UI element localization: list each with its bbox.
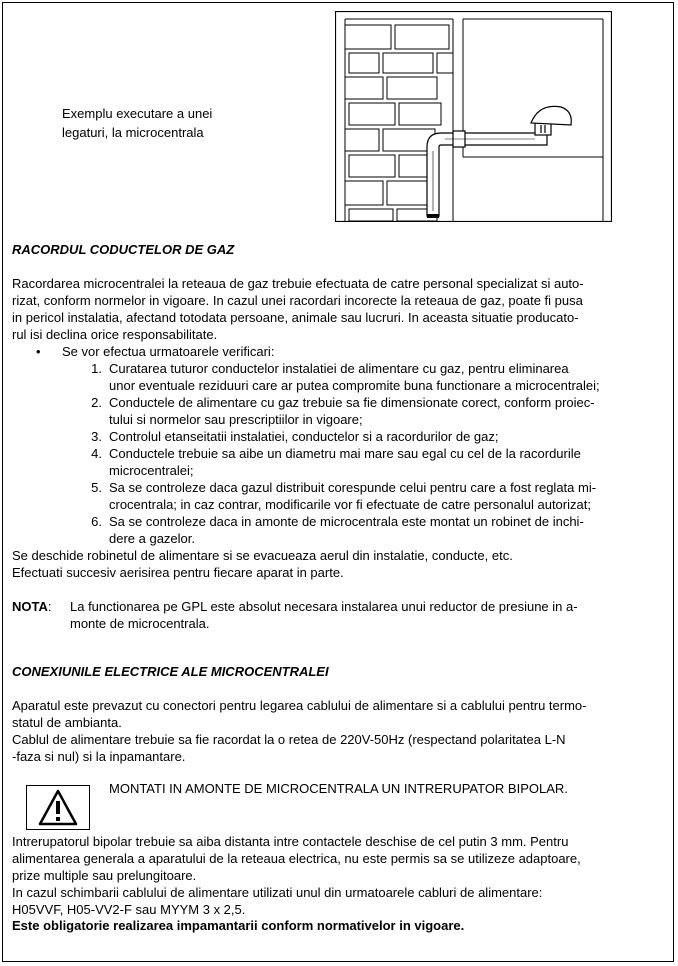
- item-line: unor eventuale reziduuri care ar putea compromite buna functionare a microcentralei;: [109, 378, 600, 393]
- nota-line-1: La functionarea pe GPL este absolut necesara instalarea unui reductor de presiune in a-: [70, 599, 578, 614]
- item-number: 4.: [91, 446, 102, 461]
- warning-title-text: MONTATI IN AMONTE DE MICROCENTRALA UN INTRERUPATOR BIPOLAR: [109, 781, 565, 796]
- bullet-dot: •: [36, 344, 41, 359]
- item-number: 6.: [91, 514, 102, 529]
- item-number: 1.: [91, 361, 102, 376]
- electric-para2-line-5: H05VVF, H05-VV2-F sau MYYM 3 x 2,5.: [12, 902, 246, 917]
- item-line: Sa se controleze daca gazul distribuit corespunde celui pentru care a fost reglata mi-: [109, 480, 597, 495]
- gas-para-line-4: rul isi declina orice responsabilitate.: [12, 327, 218, 342]
- item-line: Sa se controleze daca in amonte de microcentrala este montat un robinet de inchi-: [109, 514, 584, 529]
- electric-para2-line-1: Intrerupatorul bipolar trebuie sa aiba distanta intre contactele deschise de cel putin 3 mm. Pentru: [12, 834, 569, 849]
- electric-para2-line-2: alimentarea generala a aparatului de la reteaua electrica, nu este permis sa se utilizeze adaptoare,: [12, 851, 581, 866]
- item-number: 2.: [91, 395, 102, 410]
- item-number: 3.: [91, 429, 102, 444]
- nota-label-line: [12, 598, 52, 615]
- electric-para-line-1: Aparatul este prevazut cu conectori pentru legarea cablului de alimentare si a cablului pentru termo-: [12, 698, 587, 713]
- nota-label: NOTA: [12, 599, 48, 614]
- caption-line-2: legaturi, la microcentrala: [62, 125, 204, 140]
- item-line: tului si normelor sau prescriptiilor in vigoare;: [109, 412, 363, 427]
- bullet-text: Se vor efectua urmatoarele verificari:: [62, 344, 275, 359]
- caption-line-1: Exemplu executare a unei: [62, 106, 213, 121]
- electric-para-line-3: Cablul de alimentare trebuie sa fie racordat la o retea de 220V-50Hz (respectand polaritatea L-N: [12, 732, 566, 747]
- warning-title-dot: .: [564, 781, 568, 796]
- warning-box: [26, 785, 90, 830]
- item-line: dere a gazelor.: [109, 531, 196, 546]
- final-statement: Este obligatorie realizarea impamantarii conform normativelor in vigoare.: [12, 918, 465, 933]
- item-line: Controlul etanseitatii instalatiei, conductelor si a racordurilor de gaz;: [109, 429, 499, 444]
- item-line: microcentralei;: [109, 463, 194, 478]
- item-number: 5.: [91, 480, 102, 495]
- warning-title: [109, 780, 568, 797]
- electric-para-line-4: -faza si nul) si la inpamantare.: [12, 749, 186, 764]
- nota-line-2: monte de microcentrala.: [70, 616, 210, 631]
- gas-connection-illustration: [335, 11, 612, 222]
- figure-caption: [62, 104, 262, 142]
- item-line: Conductele trebuie sa aibe un diametru mai mare sau egal cu cel de la racordurile: [109, 446, 581, 461]
- item-line: Conductele de alimentare cu gaz trebuie sa fie dimensionate corect, conform proiec-: [109, 395, 595, 410]
- gas-para-line-1: Racordarea microcentralei la reteaua de gaz trebuie efectuata de catre personal specializat si auto-: [12, 276, 584, 291]
- after-line-1: Se deschide robinetul de alimentare si se evacueaza aerul din instalatie, conducte, etc.: [12, 548, 513, 563]
- electric-para-line-2: statul de ambianta.: [12, 715, 122, 730]
- warning-triangle-icon: [27, 786, 89, 829]
- after-line-2: Efectuati succesiv aerisirea pentru fiecare aparat in parte.: [12, 565, 344, 580]
- gas-heading: RACORDUL CODUCTELOR DE GAZ: [12, 242, 235, 257]
- nota-colon: :: [47, 599, 52, 614]
- gas-para-line-2: rizat, conform normelor in vigoare. In cazul unei racordari incorecte la reteaua de gaz, poate fi pusa: [12, 293, 583, 308]
- electric-para2-line-3: prize multiple sau prelungitoare.: [12, 868, 197, 883]
- gas-para-line-3: in pericol instalatia, afectand totodata persoane, animale sau lucruri. In aceasta situatie producato-: [12, 310, 579, 325]
- item-line: Curatarea tuturor conductelor instalatiei de alimentare cu gaz, pentru eliminarea: [109, 361, 569, 376]
- item-line: crocentrala; in caz contrar, modificarile vor fi efectuate de catre personalul autorizat;: [109, 497, 591, 512]
- electric-heading: CONEXIUNILE ELECTRICE ALE MICROCENTRALEI: [12, 664, 329, 679]
- electric-para2-line-4: In cazul schimbarii cablului de alimentare utilizati unul din urmatoarele cabluri de alimentare:: [12, 885, 543, 900]
